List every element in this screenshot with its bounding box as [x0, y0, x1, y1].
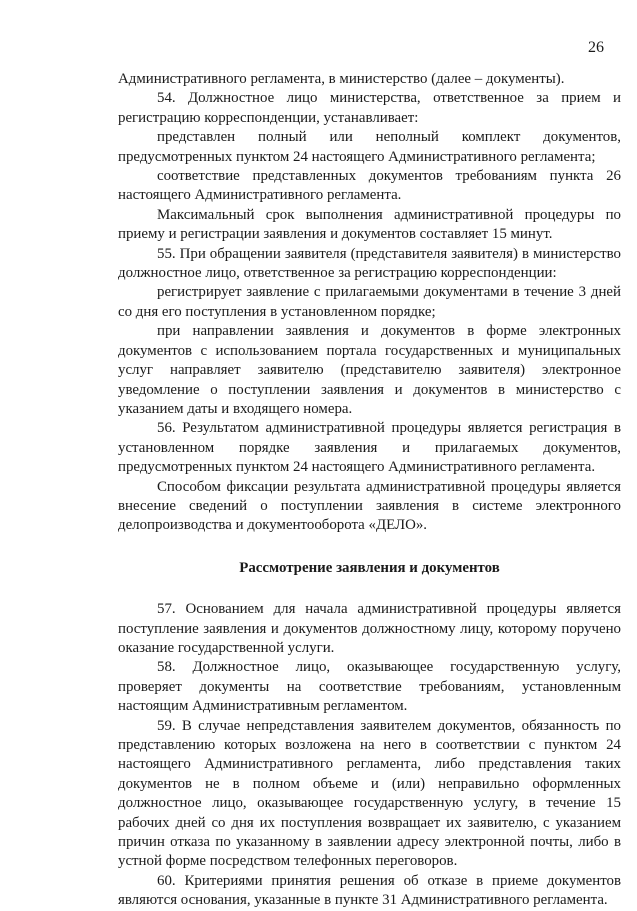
paragraph-55: 55. При обращении заявителя (представителя заявителя) в министерство должностное лицо, ответственное за регистрацию корреспонденции:	[118, 245, 621, 282]
paragraph-54: 54. Должностное лицо министерства, ответственное за прием и регистрацию корреспонденции, устанавливает:	[118, 90, 621, 126]
paragraph-56: 56. Результатом административной процедуры является регистрация в установленном порядке заявления и прилагаемых документов, предусмотренных пунктом 24 настоящего Административного регламента.	[118, 420, 621, 476]
paragraph-max-time: Максимальный срок выполнения административной процедуры по приему и регистрации заявления и документов составляет 15 минут.	[118, 206, 621, 243]
page-number: 26	[588, 39, 604, 56]
paragraph-continuation: Административного регламента, в министерство (далее – документы).	[118, 71, 565, 87]
paragraph-55-item-2: при направлении заявления и документов в форме электронных документов с использованием портала государственных и муниципальных услуг направляет заявителю (представителю заявителя) электронное уведомление о поступлении заявления и документов в министерство с указанием даты и входящего номера.	[118, 323, 621, 417]
paragraph-54-item-1: представлен полный или неполный комплект документов, предусмотренных пунктом 24 настоящего Административного регламента;	[118, 129, 621, 165]
paragraph-60: 60. Критериями принятия решения об отказе в приеме документов являются основания, указанные в пункте 31 Административного регламента.	[118, 872, 621, 909]
paragraph-55-item-1: регистрирует заявление с прилагаемыми документами в течение 3 дней со дня его поступления в установленном порядке;	[118, 284, 621, 320]
document-body	[118, 70, 621, 911]
paragraph-59: 59. В случае непредставления заявителем документов, обязанность по представлению которых возложена на него в соответствии с пунктом 24 настоящего Административного регламента, либо представления таких документов не в полном объеме и (или) неправильно оформленных должностное лицо, оказывающее государственную услугу, в течение 15 рабочих дней со дня их поступления возвращает их заявителю, с указанием причин отказа по указанному в заявлении адресу электронной почты, либо в устной форме посредством телефонных переговоров.	[118, 717, 621, 870]
section-heading: Рассмотрение заявления и документов	[239, 559, 500, 576]
paragraph-57: 57. Основанием для начала административной процедуры является поступление заявления и документов должностному лицу, которому поручено оказание государственной услуги.	[118, 601, 621, 656]
paragraph-fixation: Способом фиксации результата административной процедуры является внесение сведений о поступлении заявления в системе электронного делопроизводства и документооборота «ДЕЛО».	[118, 478, 621, 534]
paragraph-54-item-2: соответствие представленных документов требованиям пункта 26 настоящего Административного регламента.	[118, 168, 621, 204]
paragraph-58: 58. Должностное лицо, оказывающее государственную услугу, проверяет документы на соответствие требованиям, установленным настоящим Административным регламентом.	[118, 659, 621, 715]
